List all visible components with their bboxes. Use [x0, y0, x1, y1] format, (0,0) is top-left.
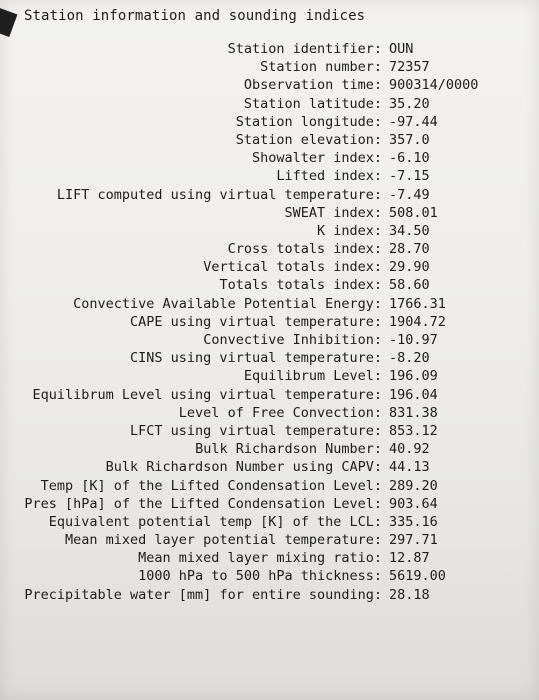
- list-item: [0, 349, 539, 367]
- row-value: 1766.31: [389, 295, 446, 312]
- list-item: [0, 149, 539, 167]
- row-value: -10.97: [389, 332, 438, 348]
- row-label: Observation time:: [243, 77, 382, 94]
- list-item: [0, 222, 539, 240]
- row-label: Lifted index:: [276, 168, 382, 185]
- list-item: [0, 113, 539, 131]
- row-label: CINS using virtual temperature:: [130, 350, 382, 367]
- list-item: [0, 131, 539, 149]
- row-label: Equivalent potential temp [K] of the LCL:: [48, 513, 382, 530]
- list-item: [0, 549, 539, 567]
- list-item: [0, 167, 539, 185]
- row-value: OUN: [389, 41, 414, 57]
- row-value: 831.38: [389, 404, 438, 421]
- row-value: -7.49: [389, 186, 430, 203]
- list-item: [0, 295, 539, 313]
- list-item: [0, 404, 539, 422]
- list-item: [0, 40, 539, 58]
- list-item: [0, 76, 539, 94]
- row-label: Station identifier:: [227, 41, 382, 57]
- row-label: Station elevation:: [235, 131, 382, 148]
- row-label: Mean mixed layer potential temperature:: [65, 532, 382, 549]
- row-label: K index:: [316, 222, 382, 239]
- row-value: -8.20: [389, 350, 430, 367]
- row-value: 58.60: [389, 277, 430, 294]
- row-label: Cross totals index:: [227, 241, 382, 258]
- list-item: [0, 386, 539, 404]
- list-item: [0, 276, 539, 294]
- row-value: 289.20: [389, 477, 438, 494]
- row-label: SWEAT index:: [284, 204, 382, 221]
- row-label: Station latitude:: [243, 95, 382, 112]
- row-value: 72357: [389, 59, 430, 76]
- list-item: [0, 422, 539, 440]
- row-value: 297.71: [389, 532, 438, 549]
- list-item: [0, 367, 539, 385]
- row-label: Bulk Richardson Number using CAPV:: [105, 459, 382, 476]
- row-label: Precipitable water [mm] for entire sounding:: [24, 586, 382, 603]
- list-item: [0, 95, 539, 113]
- list-item: [0, 477, 539, 495]
- row-value: 196.09: [389, 368, 438, 385]
- row-label: Equilibrum Level:: [243, 368, 382, 385]
- list-item: [0, 440, 539, 458]
- list-item: [0, 58, 539, 76]
- row-label: Convective Available Potential Energy:: [73, 295, 382, 312]
- row-label: LIFT computed using virtual temperature:: [56, 186, 382, 203]
- row-label: CAPE using virtual temperature:: [130, 313, 382, 330]
- list-item: [0, 240, 539, 258]
- row-label: Mean mixed layer mixing ratio:: [138, 550, 382, 567]
- row-label: LFCT using virtual temperature:: [130, 422, 382, 439]
- row-value: 34.50: [389, 222, 430, 239]
- row-label: Convective Inhibition:: [203, 332, 382, 348]
- row-value: 903.64: [389, 495, 438, 512]
- list-item: [0, 531, 539, 549]
- row-value: 40.92: [389, 441, 430, 458]
- row-value: 335.16: [389, 513, 438, 530]
- list-item: [0, 204, 539, 222]
- row-value: 35.20: [389, 95, 430, 112]
- row-label: Station longitude:: [235, 113, 382, 130]
- list-item: [0, 186, 539, 204]
- row-label: Equilibrum Level using virtual temperature:: [32, 386, 382, 403]
- row-value: 5619.00: [389, 568, 446, 585]
- row-value: 28.18: [389, 586, 430, 603]
- row-label: Level of Free Convection:: [178, 404, 382, 421]
- row-value: 29.90: [389, 259, 430, 276]
- list-item: [0, 458, 539, 476]
- list-item: [0, 567, 539, 585]
- row-label: Bulk Richardson Number:: [195, 441, 382, 458]
- list-item: [0, 513, 539, 531]
- row-value: 12.87: [389, 550, 430, 567]
- row-label: Vertical totals index:: [203, 259, 382, 276]
- row-value: 1904.72: [389, 313, 446, 330]
- list-item: [0, 586, 539, 604]
- corner-mark: [0, 7, 17, 37]
- row-value: 508.01: [389, 204, 438, 221]
- sounding-indices-list: [0, 40, 539, 604]
- row-value: -97.44: [389, 113, 438, 130]
- row-value: 853.12: [389, 422, 438, 439]
- row-value: 357.0: [389, 131, 430, 148]
- row-label: Pres [hPa] of the Lifted Condensation Level:: [24, 495, 382, 512]
- page-title: Station information and sounding indices: [24, 8, 366, 24]
- row-label: Station number:: [260, 59, 382, 76]
- list-item: [0, 495, 539, 513]
- row-value: -6.10: [389, 150, 430, 167]
- row-value: 900314/0000: [389, 77, 479, 94]
- row-value: 44.13: [389, 459, 430, 476]
- row-value: -7.15: [389, 168, 430, 185]
- list-item: [0, 258, 539, 276]
- row-value: 28.70: [389, 241, 430, 258]
- list-item: [0, 331, 539, 349]
- row-label: 1000 hPa to 500 hPa thickness:: [138, 568, 382, 585]
- row-label: Temp [K] of the Lifted Condensation Level:: [40, 477, 382, 494]
- row-label: Showalter index:: [251, 150, 382, 167]
- row-value: 196.04: [389, 386, 438, 403]
- row-label: Totals totals index:: [219, 277, 382, 294]
- list-item: [0, 313, 539, 331]
